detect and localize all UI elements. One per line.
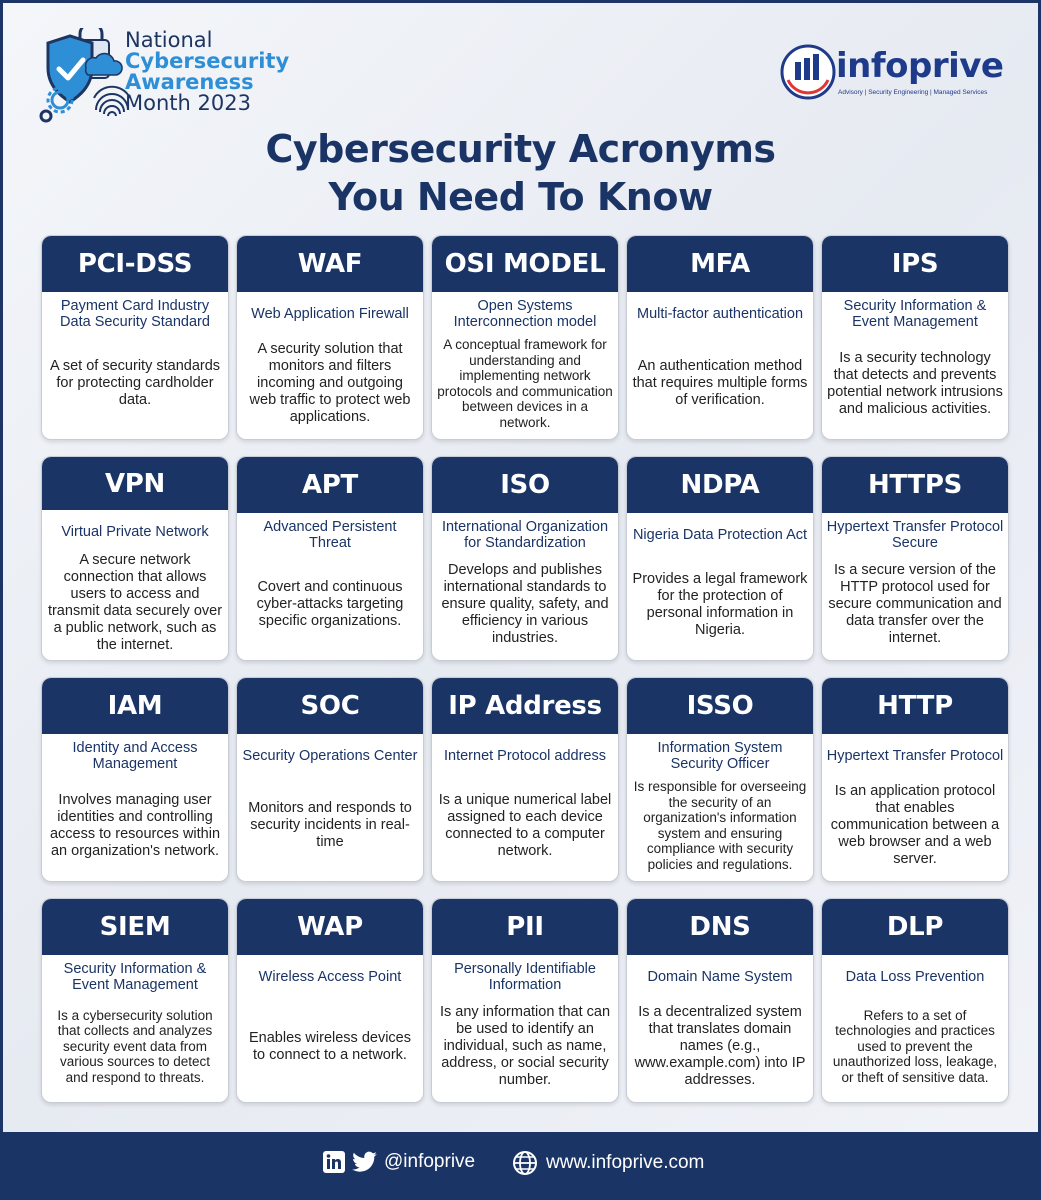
acronym-card-ndpa <box>626 456 814 661</box>
acronym-card-iso <box>431 456 619 661</box>
card-acronym: IP Address <box>432 678 618 734</box>
card-full-name: Identity and Access Management <box>72 740 198 772</box>
card-acronym: IPS <box>822 236 1008 292</box>
card-description: A security solution that monitors and filters incoming and outgoing web traffic to protect web applications. <box>249 341 411 425</box>
card-description: Is responsible for overseeing the security of an organization's information system and ensuring compliance with security policies and regulations. <box>633 779 807 872</box>
card-description: Monitors and responds to security incidents in real-time <box>248 800 412 850</box>
card-full-name: Web Application Firewall <box>251 306 409 322</box>
card-description: Develops and publishes international standards to ensure quality, safety, and efficiency in various industries. <box>441 562 609 646</box>
card-full-name: Wireless Access Point <box>258 969 402 985</box>
acronym-card-dns <box>626 898 814 1103</box>
acronym-card-waf <box>236 235 424 440</box>
website-text[interactable]: www.infoprive.com <box>546 1152 705 1173</box>
social-handle[interactable] <box>322 1150 475 1174</box>
card-acronym: HTTPS <box>822 457 1008 513</box>
card-full-name: Virtual Private Network <box>61 524 209 540</box>
card-full-name: Security Operations Center <box>242 748 418 764</box>
card-description: Is a cybersecurity solution that collects and analyzes security event data from various sources to detect and respond to threats. <box>57 1007 213 1085</box>
card-full-name: Open Systems Interconnection model <box>453 298 597 330</box>
card-description: Is a secure version of the HTTP protocol used for secure communication and data transfer over the internet. <box>828 562 1002 646</box>
card-acronym: IAM <box>42 678 228 734</box>
card-acronym: PCI-DSS <box>42 236 228 292</box>
acronym-card-soc <box>236 677 424 882</box>
card-description: Is a decentralized system that translates domain names (e.g., www.example.com) into IP addresses. <box>634 1004 806 1088</box>
campaign-line-3: Awareness <box>125 70 254 94</box>
brand-name: infoprive <box>836 46 1004 86</box>
card-full-name: Information System Security Officer <box>657 740 783 772</box>
card-acronym: ISO <box>432 457 618 513</box>
card-description: An authentication method that requires multiple forms of verification. <box>632 358 808 408</box>
card-full-name: Payment Card Industry Data Security Standard <box>60 298 210 330</box>
card-full-name: Security Information & Event Management <box>843 298 987 330</box>
card-acronym: DNS <box>627 899 813 955</box>
campaign-line-4: Month 2023 <box>125 91 251 115</box>
acronym-card-isso <box>626 677 814 882</box>
card-description: A secure network connection that allows users to access and transmit data securely over a public network, such as the internet. <box>47 552 223 653</box>
card-description: A conceptual framework for understanding and implementing network protocols and communication between devices in a network. <box>437 337 613 430</box>
card-acronym: PII <box>432 899 618 955</box>
card-description: Is a unique numerical label assigned to each device connected to a computer network. <box>438 791 612 859</box>
card-description: Refers to a set of technologies and practices used to prevent the unauthorized loss, leakage, or theft of sensitive data. <box>832 1007 998 1085</box>
card-acronym: MFA <box>627 236 813 292</box>
card-full-name: Advanced Persistent Threat <box>263 519 397 551</box>
card-acronym: DLP <box>822 899 1008 955</box>
page-title-line-1: Cybersecurity Acronyms <box>265 127 776 171</box>
card-acronym: WAP <box>237 899 423 955</box>
page-title-line-2: You Need To Know <box>328 175 713 219</box>
campaign-line-1: National <box>125 28 213 52</box>
card-acronym: WAF <box>237 236 423 292</box>
campaign-line-2: Cybersecurity <box>125 49 290 73</box>
card-acronym: ISSO <box>627 678 813 734</box>
card-acronym: APT <box>237 457 423 513</box>
card-full-name: Personally Identifiable Information <box>454 961 596 993</box>
card-full-name: Multi-factor authentication <box>636 306 804 322</box>
card-description: Involves managing user identities and controlling access to resources within an organization's network. <box>49 791 221 859</box>
card-acronym: NDPA <box>627 457 813 513</box>
acronym-card-apt <box>236 456 424 661</box>
card-acronym: SIEM <box>42 899 228 955</box>
acronym-card-http <box>821 677 1009 882</box>
card-acronym: HTTP <box>822 678 1008 734</box>
card-description: Covert and continuous cyber-attacks targeting specific organizations. <box>256 579 404 629</box>
acronym-card-https <box>821 456 1009 661</box>
card-description: Is an application protocol that enables communication between a web browser and a web server. <box>830 783 1000 867</box>
card-full-name: Nigeria Data Protection Act <box>632 527 808 543</box>
acronym-card-ip-address <box>431 677 619 882</box>
card-acronym: OSI MODEL <box>432 236 618 292</box>
acronym-card-siem <box>41 898 229 1103</box>
card-full-name: International Organization for Standardization <box>441 519 609 551</box>
brand-tagline: Advisory | Security Engineering | Managed Services <box>838 89 988 96</box>
card-full-name: Domain Name System <box>647 969 793 985</box>
card-full-name: Internet Protocol address <box>443 748 606 764</box>
acronym-card-pci-dss <box>41 235 229 440</box>
website-link[interactable] <box>512 1150 704 1176</box>
card-acronym: SOC <box>237 678 423 734</box>
globe-icon <box>512 1150 538 1176</box>
card-acronym: VPN <box>42 457 228 510</box>
card-description: Is a security technology that detects and prevents potential network intrusions and malicious activities. <box>827 349 1003 417</box>
acronym-card-ips <box>821 235 1009 440</box>
card-description: Is any information that can be used to identify an individual, such as name, address, or social security number. <box>439 1004 611 1088</box>
acronym-card-iam <box>41 677 229 882</box>
card-full-name: Security Information & Event Management <box>63 961 207 993</box>
acronym-grid <box>41 235 1007 1103</box>
card-full-name: Hypertext Transfer Protocol <box>826 748 1004 764</box>
card-description: Provides a legal framework for the protection of personal information in Nigeria. <box>632 570 808 638</box>
card-full-name: Data Loss Prevention <box>845 969 985 985</box>
campaign-title <box>125 30 289 114</box>
acronym-card-mfa <box>626 235 814 440</box>
card-full-name: Hypertext Transfer Protocol Secure <box>826 519 1004 551</box>
twitter-icon[interactable] <box>352 1151 378 1173</box>
social-handle-text[interactable]: @infoprive <box>384 1151 476 1172</box>
acronym-card-osi-model <box>431 235 619 440</box>
acronym-card-pii <box>431 898 619 1103</box>
card-description: Enables wireless devices to connect to a network. <box>249 1029 411 1063</box>
linkedin-icon[interactable] <box>322 1150 346 1174</box>
brand-mark-icon <box>782 46 834 98</box>
page-title <box>0 125 1041 221</box>
acronym-card-vpn <box>41 456 229 661</box>
card-description: A set of security standards for protecting cardholder data. <box>49 358 221 408</box>
acronym-card-wap <box>236 898 424 1103</box>
acronym-card-dlp <box>821 898 1009 1103</box>
